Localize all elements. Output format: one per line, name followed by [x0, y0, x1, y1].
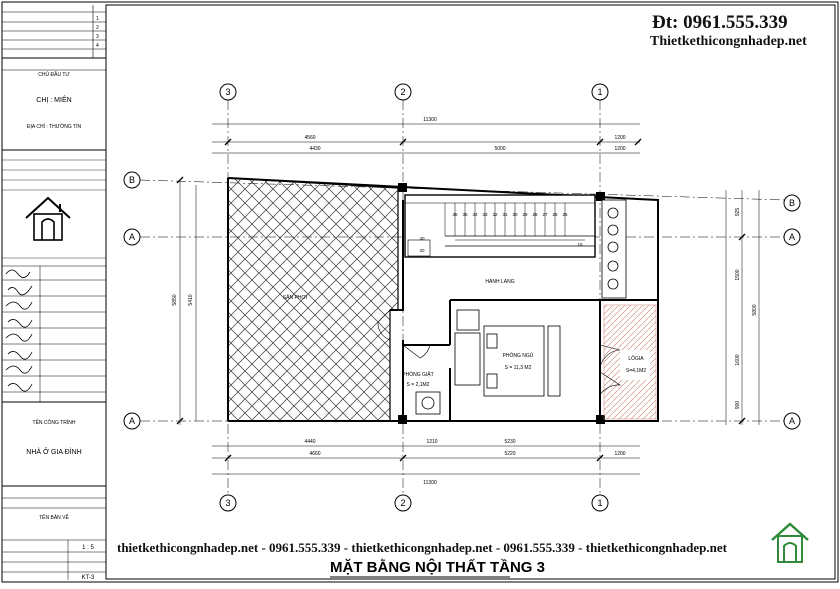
staircase [405, 195, 595, 257]
planter-strip [602, 200, 626, 298]
dim-top: 5000 [494, 146, 506, 152]
axis-label-bottom: 1 [597, 498, 603, 508]
room-bedroom-area: S = 11,3 M2 [504, 365, 532, 371]
brand-logo [772, 524, 808, 562]
title-block [2, 5, 106, 581]
axis-label-right: A [788, 416, 796, 426]
stair-step: 27 [542, 212, 548, 217]
dim-bottom-overall: 11300 [423, 480, 437, 486]
owner-address: ĐỊA CHỈ : THƯỜNG TÍN [26, 124, 82, 130]
owner-name: CHỊ : MIÊN [36, 97, 72, 104]
dim-right: 1600 [735, 354, 741, 366]
room-terrace: SÂN PHƠI [282, 295, 308, 301]
dim-right: 925 [735, 207, 741, 217]
stair-step: 33 [482, 212, 488, 217]
dim-top: 4560 [304, 135, 316, 141]
scale-value: 1 : 5 [82, 545, 94, 551]
stair-label: 40 [419, 236, 425, 241]
axis-label-top: 1 [597, 87, 603, 97]
signature-grid [2, 266, 106, 402]
dim-right: 5800 [752, 304, 758, 316]
stair-label: 18 [577, 242, 583, 247]
dim-right: 900 [735, 400, 741, 410]
laundry-fixtures [416, 392, 440, 414]
dim-left: 5410 [188, 294, 194, 306]
drawing-title: MẶT BẰNG NỘI THẤT TẦNG 3 [330, 559, 545, 576]
axis-bubbles [124, 84, 800, 511]
room-laundry: PHÒNG GIẶT [402, 372, 434, 378]
room-laundry-area: S = 2,1M2 [406, 382, 430, 388]
rev-number: 3 [96, 34, 99, 40]
rev-number: 4 [96, 43, 99, 49]
stair-step: 34 [472, 212, 478, 217]
dim-bottom: 1200 [614, 451, 626, 457]
project-label: TÊN CÔNG TRÌNH [32, 420, 76, 426]
axis-label-top: 2 [400, 87, 406, 97]
project-name: NHÀ Ở GIA ĐÌNH [26, 449, 82, 456]
axis-label-top: 3 [225, 87, 231, 97]
company-house-logo [26, 198, 70, 240]
dim-right: 1500 [735, 269, 741, 281]
dim-bottom: 4660 [309, 451, 321, 457]
watermark-strip: thietkethicongnhadep.net - 0961.555.339 - thietkethicongnhadep.net - 0961.555.339 - thietkethicongnhadep.net [117, 540, 727, 555]
room-loggia: LÔGIA [628, 356, 644, 362]
contact-phone: Đt: 0961.555.339 [652, 12, 788, 33]
dim-bottom: 1210 [426, 439, 438, 445]
stair-step: 35 [462, 212, 468, 217]
stair-step: 31 [502, 212, 508, 217]
dim-top-overall: 11300 [423, 117, 437, 123]
drawing-label: TÊN BẢN VẼ [39, 515, 69, 521]
stair-step: 36 [452, 212, 458, 217]
stair-step: 30 [512, 212, 518, 217]
drawing-frame [106, 5, 835, 579]
stair-step: 29 [522, 212, 528, 217]
contact-website: Thietkethicongnhadep.net [650, 34, 807, 49]
company-section [2, 160, 106, 258]
rev-number: 2 [96, 25, 99, 31]
axis-label-left: A [128, 416, 136, 426]
stair-step: 25 [562, 212, 568, 217]
dim-bottom: 4440 [304, 439, 316, 445]
axis-label-bottom: 2 [400, 498, 406, 508]
dim-top: 1200 [614, 135, 626, 141]
dim-top: 4430 [309, 146, 321, 152]
terrace-floor [228, 178, 398, 421]
axis-label-right: B [788, 198, 796, 208]
dim-bottom: 5230 [504, 439, 516, 445]
stair-step: 26 [552, 212, 558, 217]
stair-step: 32 [492, 212, 498, 217]
room-hall: HÀNH LANG [485, 279, 515, 285]
axis-label-left: B [128, 175, 136, 185]
axis-label-bottom: 3 [225, 498, 231, 508]
dim-top: 1200 [614, 146, 626, 152]
rev-number: 1 [96, 16, 99, 22]
dim-left: 5850 [172, 294, 178, 306]
axis-label-right: A [788, 232, 796, 242]
owner-label: CHỦ ĐẦU TƯ [38, 72, 70, 78]
dim-bottom: 5220 [504, 451, 516, 457]
room-bedroom: PHÒNG NGỦ [502, 353, 534, 359]
stair-label: 20 [419, 248, 425, 253]
room-loggia-area: S=4,1M2 [625, 368, 647, 374]
stair-step: 28 [532, 212, 538, 217]
sheet-code: KT-3 [81, 575, 95, 581]
axis-label-left: A [128, 232, 136, 242]
